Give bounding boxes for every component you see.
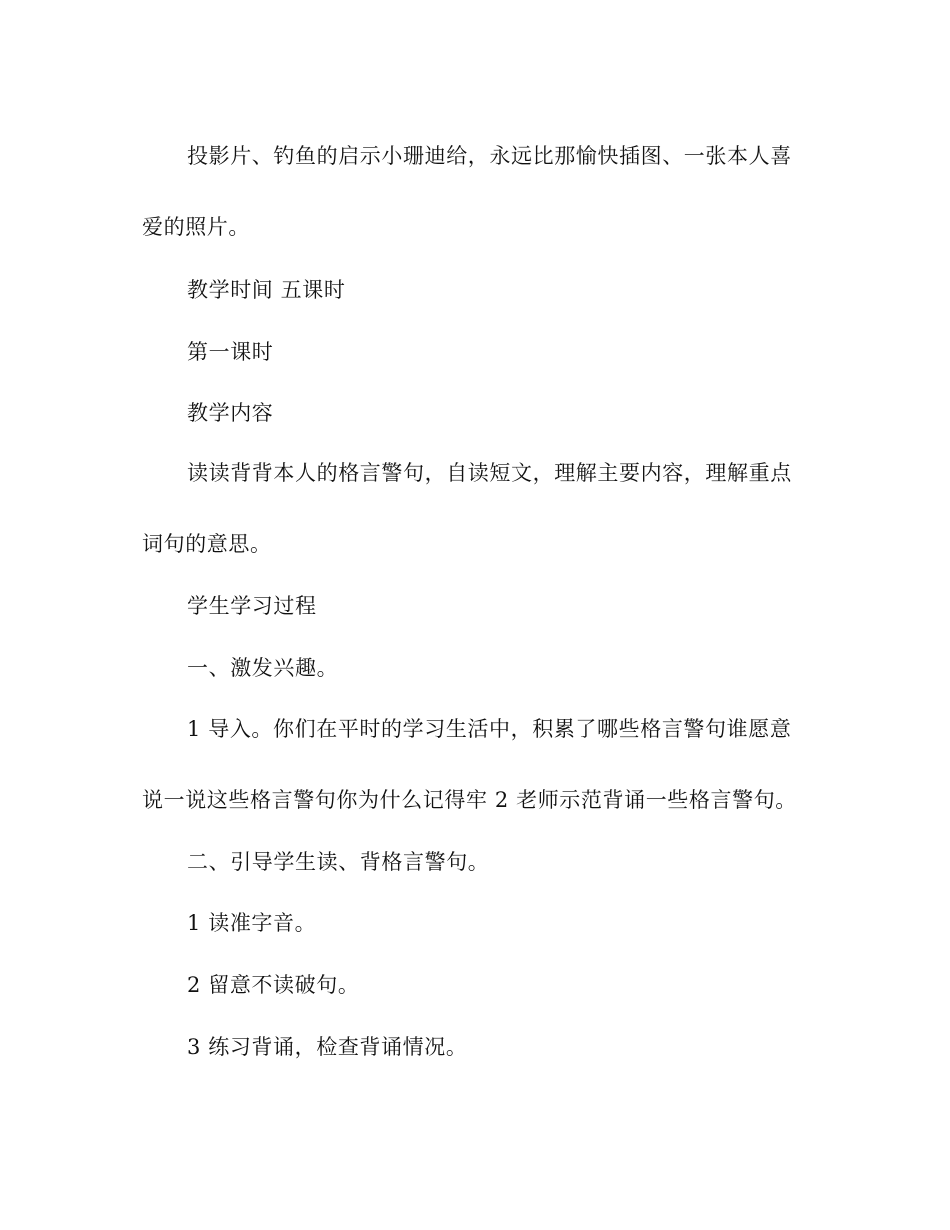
learning-process-heading: 学生学习过程 (187, 594, 317, 618)
step-3-line: 3 练习背诵，检查背诵情况。 (187, 1035, 468, 1059)
step-1-line: 1 读准字音。 (187, 911, 317, 935)
paragraph-materials-line-1: 投影片、钓鱼的启示小珊迪给，永远比那愉快插图、一张本人喜 (187, 144, 792, 168)
step-2-line: 2 留意不读破句。 (187, 973, 360, 997)
section-one-heading: 一、激发兴趣。 (187, 656, 339, 680)
paragraph-materials-line-2: 爱的照片。 (142, 215, 250, 239)
teaching-content-line-2: 词句的意思。 (142, 532, 272, 556)
teaching-content-heading: 教学内容 (187, 401, 274, 425)
intro-line-1: 1 导入。你们在平时的学习生活中，积累了哪些格言警句谁愿意 (187, 717, 792, 741)
first-lesson-heading: 第一课时 (187, 340, 274, 364)
teaching-time-line: 教学时间 五课时 (187, 278, 346, 302)
section-two-heading: 二、引导学生读、背格言警句。 (187, 850, 490, 874)
teaching-content-line-1: 读读背背本人的格言警句，自读短文，理解主要内容，理解重点 (187, 461, 792, 485)
intro-line-2: 说一说这些格言警句你为什么记得牢 2 老师示范背诵一些格言警句。 (142, 788, 797, 812)
